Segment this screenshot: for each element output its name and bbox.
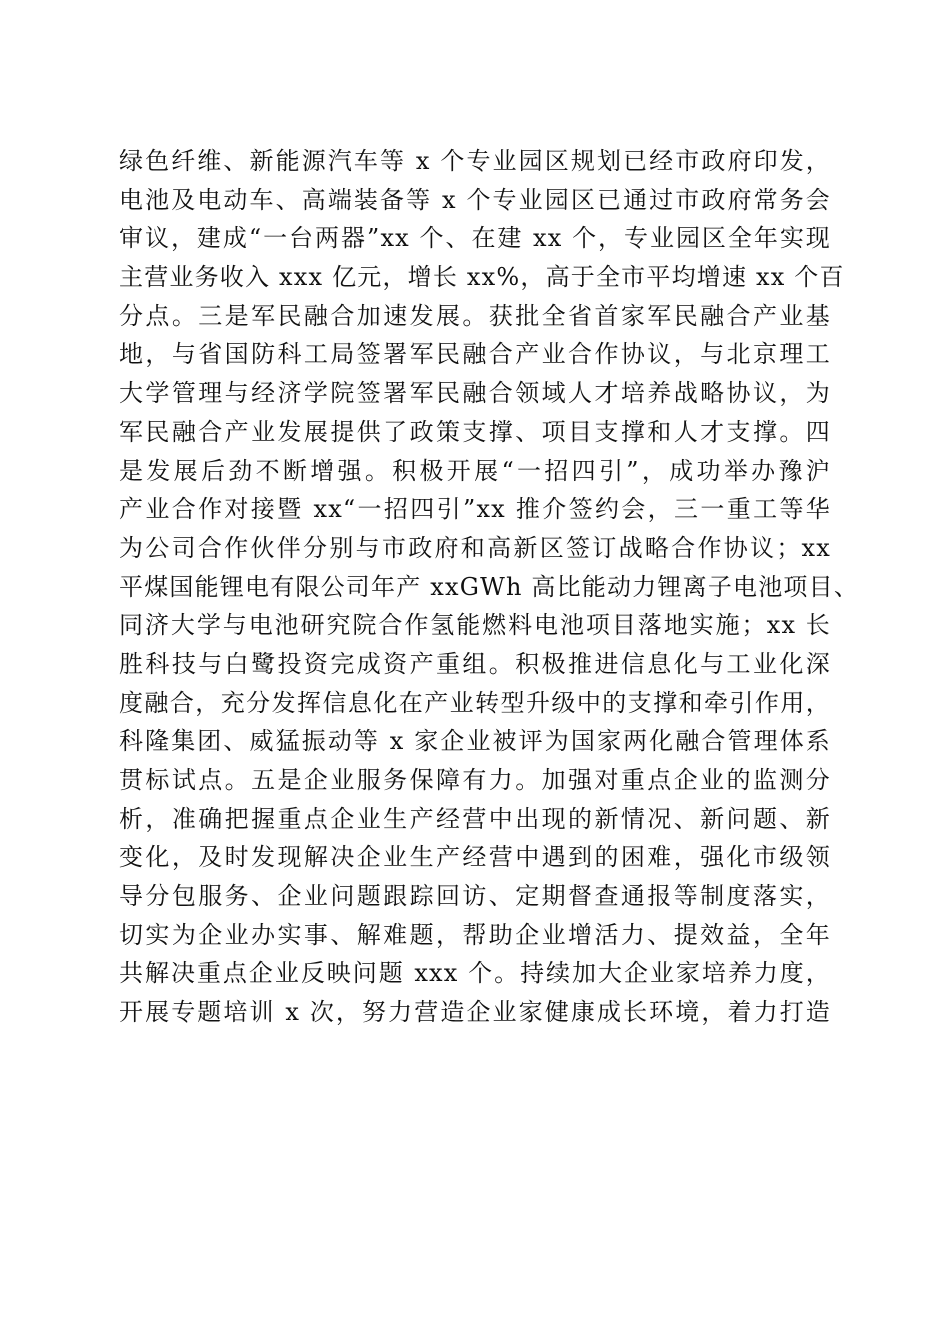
text-line: 贯标试点。五是企业服务保障有力。加强对重点企业的监测分 — [119, 766, 831, 794]
text-line: 主营业务收入 xxx 亿元，增长 xx%，高于全市平均增速 xx 个百 — [119, 263, 845, 292]
text-line: 产业合作对接暨 xx“一招四引”xx 推介签约会，三一重工等华 — [119, 495, 831, 524]
text-line: 分点。三是军民融合加速发展。获批全省首家军民融合产业基 — [119, 301, 831, 330]
text-line: 变化，及时发现解决企业生产经营中遇到的困难，强化市级领 — [119, 843, 831, 872]
text-line: 共解决重点企业反映问题 xxx 个。持续加大企业家培养力度， — [119, 959, 831, 988]
text-line: 电池及电动车、高端装备等 x 个专业园区已通过市政府常务会 — [119, 185, 831, 214]
text-line: 导分包服务、企业问题跟踪回访、定期督查通报等制度落实， — [119, 882, 831, 911]
text-line: 军民融合产业发展提供了政策支撑、项目支撑和人才支撑。四 — [119, 417, 831, 446]
text-line: 绿色纤维、新能源汽车等 x 个专业园区规划已经市政府印发， — [119, 147, 831, 175]
body-paragraph — [119, 142, 860, 1032]
text-line: 同济大学与电池研究院合作氢能燃料电池项目落地实施；xx 长 — [119, 611, 831, 640]
text-line: 科隆集团、威猛振动等 x 家企业被评为国家两化融合管理体系 — [119, 727, 831, 756]
text-line: 地，与省国防科工局签署军民融合产业合作协议，与北京理工 — [119, 340, 831, 369]
text-line: 为公司合作伙伴分别与市政府和高新区签订战略合作协议；xx — [119, 533, 831, 562]
text-line: 审议，建成“一台两器”xx 个、在建 xx 个，专业园区全年实现 — [119, 224, 831, 253]
text-line: 胜科技与白鹭投资完成资产重组。积极推进信息化与工业化深 — [119, 649, 831, 678]
text-line: 大学管理与经济学院签署军民融合领域人才培养战略协议，为 — [119, 379, 831, 408]
text-line: 度融合，充分发挥信息化在产业转型升级中的支撑和牵引作用， — [119, 688, 831, 717]
text-line: 是发展后劲不断增强。积极开展“一招四引”，成功举办豫沪 — [119, 456, 831, 485]
text-line: 切实为企业办实事、解难题，帮助企业增活力、提效益，全年 — [119, 920, 831, 949]
text-line: 开展专题培训 x 次，努力营造企业家健康成长环境，着力打造 — [119, 998, 831, 1027]
text-line: 平煤国能锂电有限公司年产 xxGWh 高比能动力锂离子电池项目、 — [119, 572, 860, 601]
text-line: 析，准确把握重点企业生产经营中出现的新情况、新问题、新 — [119, 804, 831, 833]
